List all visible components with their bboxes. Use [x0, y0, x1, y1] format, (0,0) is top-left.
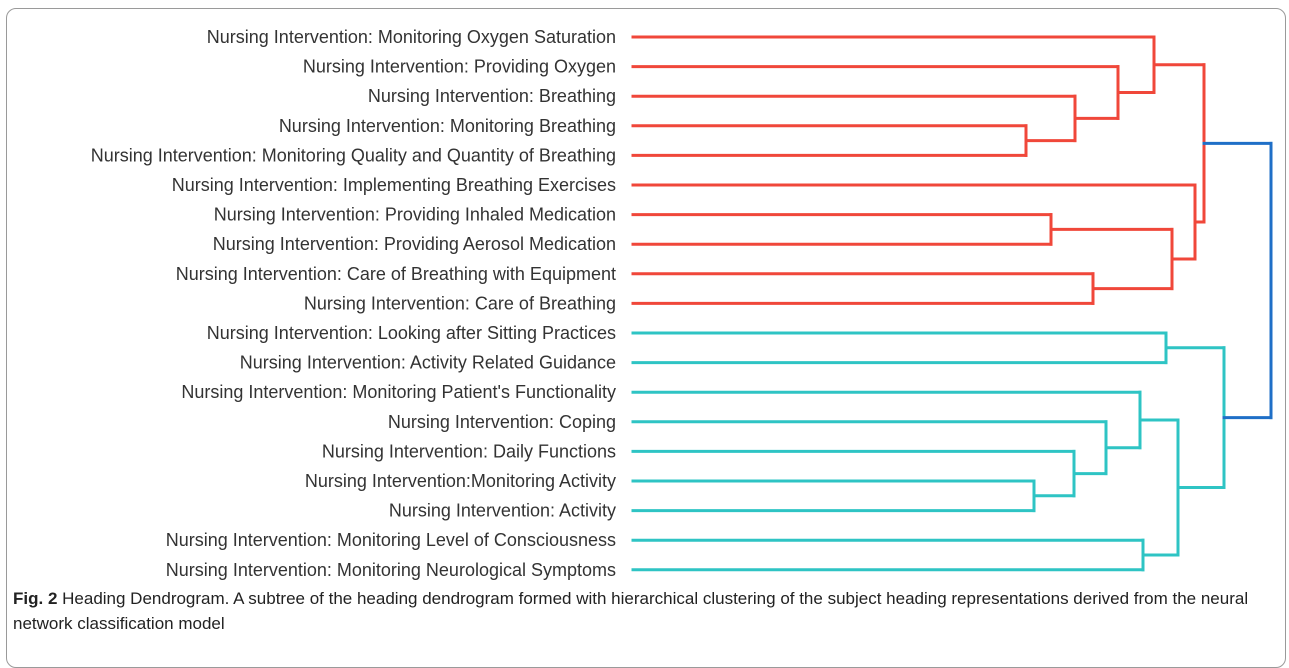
leaf-label: Nursing Intervention: Monitoring Breathing: [278, 115, 616, 136]
leaf-label: Nursing Intervention:Monitoring Activity: [304, 471, 616, 491]
leaf-label: Nursing Intervention: Care of Breathing: [303, 293, 616, 314]
leaf-label: Nursing Intervention: Monitoring Patient's Functionality: [181, 382, 616, 403]
leaf-label: Nursing Intervention: Breathing: [367, 86, 616, 107]
leaf-label: Nursing Intervention: Implementing Breathing Exercises: [171, 175, 616, 195]
leaf-label: Nursing Intervention: Monitoring Neurological Symptoms: [165, 559, 616, 580]
leaf-label: Nursing Intervention: Care of Breathing with Equipment: [175, 263, 616, 284]
leaf-label: Nursing Intervention: Daily Functions: [321, 441, 616, 462]
leaf-label: Nursing Intervention: Monitoring Oxygen Saturation: [206, 27, 616, 47]
leaf-label: Nursing Intervention: Looking after Sitting Practices: [206, 323, 616, 343]
leaf-label: Nursing Intervention: Activity: [388, 500, 616, 521]
leaf-label: Nursing Intervention: Providing Aerosol Medication: [212, 234, 616, 255]
figure-caption: [13, 586, 1273, 636]
leaf-label: Nursing Intervention: Activity Related Guidance: [239, 352, 616, 373]
leaf-label: Nursing Intervention: Monitoring Level of Consciousness: [165, 530, 616, 551]
leaf-label: Nursing Intervention: Providing Inhaled Medication: [213, 204, 616, 225]
caption-text: Heading Dendrogram. A subtree of the heading dendrogram formed with hierarchical clustering of the subject heading representations derived from the neural network classification model: [13, 589, 1249, 633]
leaf-label: Nursing Intervention: Coping: [387, 411, 616, 432]
figure-label: Fig. 2: [13, 589, 58, 608]
leaf-label: Nursing Intervention: Providing Oxygen: [302, 56, 616, 77]
leaf-label: Nursing Intervention: Monitoring Quality and Quantity of Breathing: [90, 145, 616, 166]
